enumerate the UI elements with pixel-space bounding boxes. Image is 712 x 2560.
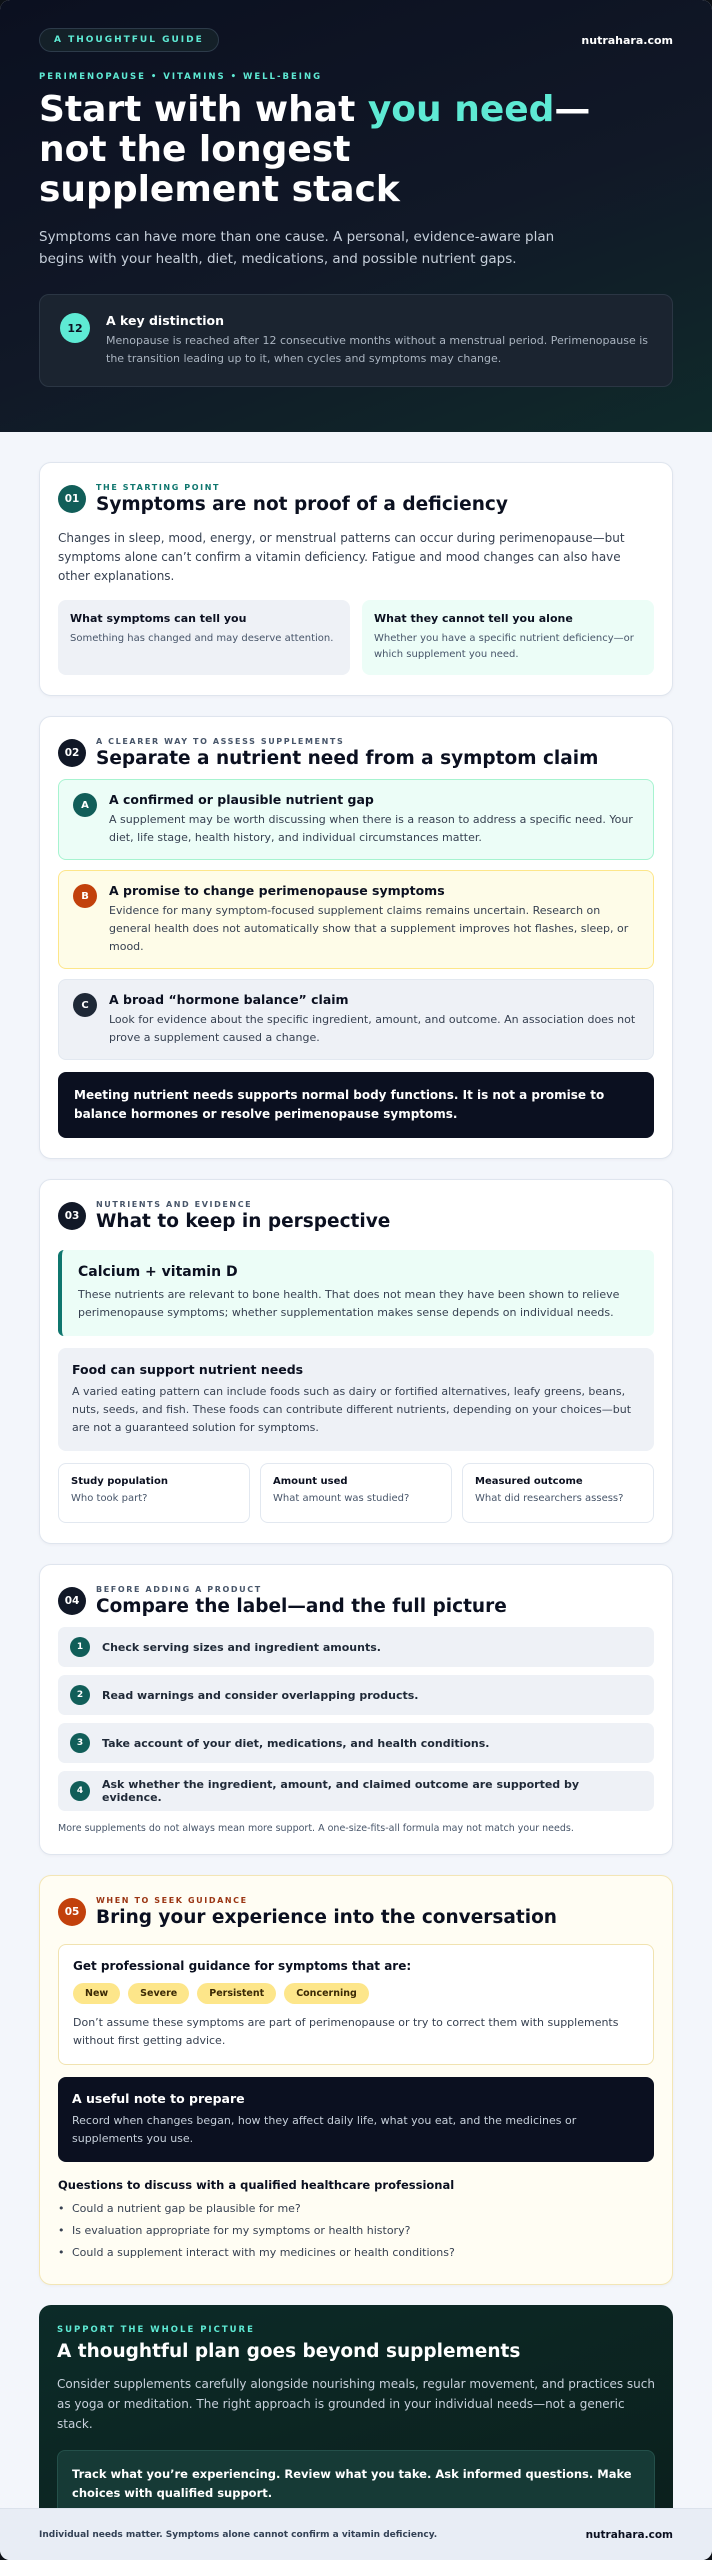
section-whole-picture bbox=[39, 2305, 673, 2538]
hero bbox=[0, 0, 712, 432]
claim-a bbox=[58, 779, 654, 860]
claim-title: A promise to change perimenopause symptoms bbox=[109, 883, 445, 898]
section-starting-point bbox=[39, 462, 673, 696]
chip-new: New bbox=[73, 1983, 120, 2004]
box-text: Don’t assume these symptoms are part of perimenopause or try to correct them with supplements without first getting advice. bbox=[73, 2016, 619, 2047]
brand-link[interactable]: nutrahara.com bbox=[581, 33, 673, 47]
box-title: A useful note to prepare bbox=[72, 2091, 245, 2106]
section-title: Compare the label—and the full picture bbox=[96, 1596, 507, 1617]
list-item bbox=[58, 1627, 654, 1667]
chip-severe: Severe bbox=[128, 1983, 189, 2004]
step-number: 4 bbox=[70, 1781, 90, 1801]
amount-used-box bbox=[260, 1463, 452, 1523]
box-text: A varied eating pattern can include foods such as dairy or fortified alternatives, leafy greens, beans, nuts, seeds, and fish. These foods can contribute different nutrients, depending on your choices—but are not a guaranteed solution for symptoms. bbox=[72, 1385, 632, 1434]
section-header bbox=[58, 483, 654, 515]
title-part-2: —not the longest supplement stack bbox=[39, 89, 591, 210]
claim-title: A broad “hormone balance” claim bbox=[109, 992, 349, 1007]
box-text: Who took part? bbox=[71, 1493, 148, 1504]
step-number: 3 bbox=[70, 1733, 90, 1753]
prepare-note-box bbox=[58, 2077, 654, 2162]
hero-kicker: PERIMENOPAUSE • VITAMINS • WELL-BEING bbox=[39, 72, 323, 82]
symptoms-cannot-tell-box bbox=[362, 600, 654, 675]
box-title: Get professional guidance for symptoms that are: bbox=[73, 1959, 412, 1973]
step-number: 2 bbox=[70, 1685, 90, 1705]
study-criteria bbox=[58, 1463, 654, 1523]
measured-outcome-box bbox=[462, 1463, 654, 1523]
footer-note: Individual needs matter. Symptoms alone cannot confirm a vitamin deficiency. bbox=[39, 2529, 438, 2540]
section-header bbox=[58, 1200, 654, 1232]
section-seek-guidance bbox=[39, 1875, 673, 2285]
section-assess-supplements bbox=[39, 716, 673, 1159]
title-part-1: Start with what bbox=[39, 89, 368, 130]
list-item bbox=[58, 1771, 654, 1811]
claim-title: A confirmed or plausible nutrient gap bbox=[109, 792, 374, 807]
box-text: What amount was studied? bbox=[273, 1493, 410, 1504]
box-title: What they cannot tell you alone bbox=[374, 612, 573, 625]
step-text: Take account of your diet, medications, and health conditions. bbox=[102, 1736, 490, 1750]
box-title: Amount used bbox=[273, 1476, 348, 1487]
study-population-box bbox=[58, 1463, 250, 1523]
step-text: Check serving sizes and ingredient amounts. bbox=[102, 1640, 381, 1654]
section-number: 03 bbox=[58, 1202, 86, 1230]
footer-brand-link[interactable]: nutrahara.com bbox=[585, 2528, 673, 2541]
box-title: Study population bbox=[71, 1476, 168, 1487]
section-header bbox=[58, 737, 654, 769]
section-title: Bring your experience into the conversation bbox=[96, 1907, 557, 1928]
claim-letter: B bbox=[73, 884, 97, 908]
hero-top bbox=[39, 28, 673, 52]
guide-pill: A THOUGHTFUL GUIDE bbox=[39, 28, 219, 52]
key-distinction-box bbox=[39, 294, 673, 387]
section-title: Separate a nutrient need from a symptom claim bbox=[96, 748, 599, 769]
claim-text: Evidence for many symptom-focused supplement claims remains uncertain. Research on general health does not automatically show that a supplement improves hot flashes, sleep, or mood. bbox=[109, 904, 629, 953]
symptom-chips bbox=[73, 1983, 639, 2004]
food-support-box bbox=[58, 1348, 654, 1451]
section-perspective bbox=[39, 1179, 673, 1544]
claim-b bbox=[58, 870, 654, 969]
list-item bbox=[58, 1675, 654, 1715]
claim-c bbox=[58, 979, 654, 1060]
section-number: 02 bbox=[58, 739, 86, 767]
main-content bbox=[0, 432, 712, 2538]
step-text: Read warnings and consider overlapping products. bbox=[102, 1688, 419, 1702]
nutrient-callout: Meeting nutrient needs supports normal body functions. It is not a promise to balance hormones or resolve perimenopause symptoms. bbox=[58, 1072, 654, 1138]
claim-text: Look for evidence about the specific ingredient, amount, and outcome. An association does not prove a supplement caused a change. bbox=[109, 1013, 636, 1044]
box-title: What symptoms can tell you bbox=[70, 612, 247, 625]
box-title: Calcium + vitamin D bbox=[78, 1264, 238, 1280]
footer bbox=[0, 2508, 712, 2560]
distinction-text: Menopause is reached after 12 consecutive months without a menstrual period. Perimenopause is the transition leading up to it, when cycles and symptoms may change. bbox=[106, 334, 648, 365]
section-kicker: WHEN TO SEEK GUIDANCE bbox=[96, 1896, 248, 1905]
questions-heading: Questions to discuss with a qualified healthcare professional bbox=[58, 2178, 455, 2192]
list-item: • Is evaluation appropriate for my symptoms or health history? bbox=[58, 2220, 654, 2242]
title-accent: you need bbox=[367, 89, 555, 130]
questions-list bbox=[58, 2198, 654, 2264]
chip-persistent: Persistent bbox=[197, 1983, 276, 2004]
section-number: 04 bbox=[58, 1587, 86, 1615]
professional-guidance-box bbox=[58, 1944, 654, 2065]
section-header bbox=[58, 1896, 654, 1928]
box-text: Whether you have a specific nutrient deficiency—or which supplement you need. bbox=[374, 633, 634, 660]
section-kicker: BEFORE ADDING A PRODUCT bbox=[96, 1585, 262, 1594]
section-body: Changes in sleep, mood, energy, or menstrual patterns can occur during perimenopause—but symptoms alone can’t confirm a vitamin deficiency. Fatigue and mood changes can also have other explanations. bbox=[58, 531, 625, 583]
symptoms-can-tell-box bbox=[58, 600, 350, 675]
section-kicker: SUPPORT THE WHOLE PICTURE bbox=[57, 2325, 255, 2335]
box-text: These nutrients are relevant to bone health. That does not mean they have been shown to relieve perimenopause symptoms; whether supplementation makes sense depends on individual needs. bbox=[78, 1288, 620, 1319]
section-title: A thoughtful plan goes beyond supplements bbox=[57, 2341, 521, 2362]
step-number: 1 bbox=[70, 1637, 90, 1657]
section-note: More supplements do not always mean more support. A one-size-fits-all formula may not match your needs. bbox=[58, 1823, 574, 1834]
comparison-boxes bbox=[58, 600, 654, 675]
list-item bbox=[58, 1723, 654, 1763]
section-title: Symptoms are not proof of a deficiency bbox=[96, 494, 508, 515]
section-number: 05 bbox=[58, 1898, 86, 1926]
box-text: Something has changed and may deserve attention. bbox=[70, 633, 334, 644]
list-item: • Could a nutrient gap be plausible for me? bbox=[58, 2198, 654, 2220]
list-item: • Could a supplement interact with my medicines or health conditions? bbox=[58, 2242, 654, 2264]
box-text: Record when changes began, how they affect daily life, what you eat, and the medicines or supplements you use. bbox=[72, 2114, 577, 2145]
section-compare-label bbox=[39, 1564, 673, 1855]
distinction-badge: 12 bbox=[60, 313, 90, 343]
section-kicker: THE STARTING POINT bbox=[96, 483, 221, 492]
page-title bbox=[39, 90, 599, 210]
action-summary-box: Track what you’re experiencing. Review what you take. Ask informed questions. Make choices with qualified support. bbox=[57, 2450, 655, 2518]
chip-concerning: Concerning bbox=[284, 1983, 369, 2004]
section-header bbox=[58, 1585, 654, 1617]
section-title: What to keep in perspective bbox=[96, 1211, 391, 1232]
box-title: Food can support nutrient needs bbox=[72, 1362, 304, 1377]
section-number: 01 bbox=[58, 485, 86, 513]
claim-letter: C bbox=[73, 993, 97, 1017]
box-text: What did researchers assess? bbox=[475, 1493, 624, 1504]
section-kicker: A CLEARER WAY TO ASSESS SUPPLEMENTS bbox=[96, 737, 345, 746]
step-text: Ask whether the ingredient, amount, and claimed outcome are supported by evidence. bbox=[102, 1778, 580, 1804]
box-title: Measured outcome bbox=[475, 1476, 583, 1487]
claim-letter: A bbox=[73, 793, 97, 817]
hero-lede: Symptoms can have more than one cause. A personal, evidence-aware plan begins with your health, diet, medications, and possible nutrient gaps. bbox=[39, 229, 555, 267]
distinction-title: A key distinction bbox=[106, 313, 224, 328]
calcium-vitamin-d-box bbox=[58, 1250, 654, 1336]
step-list bbox=[58, 1627, 654, 1811]
claim-text: A supplement may be worth discussing when there is a reason to address a specific need. Your diet, life stage, health history, and individual circumstances matter. bbox=[109, 813, 633, 844]
section-kicker: NUTRIENTS AND EVIDENCE bbox=[96, 1200, 253, 1209]
section-body: Consider supplements carefully alongside nourishing meals, regular movement, and practices such as yoga or meditation. The right approach is grounded in your individual needs—not a generic stack. bbox=[57, 2377, 655, 2431]
